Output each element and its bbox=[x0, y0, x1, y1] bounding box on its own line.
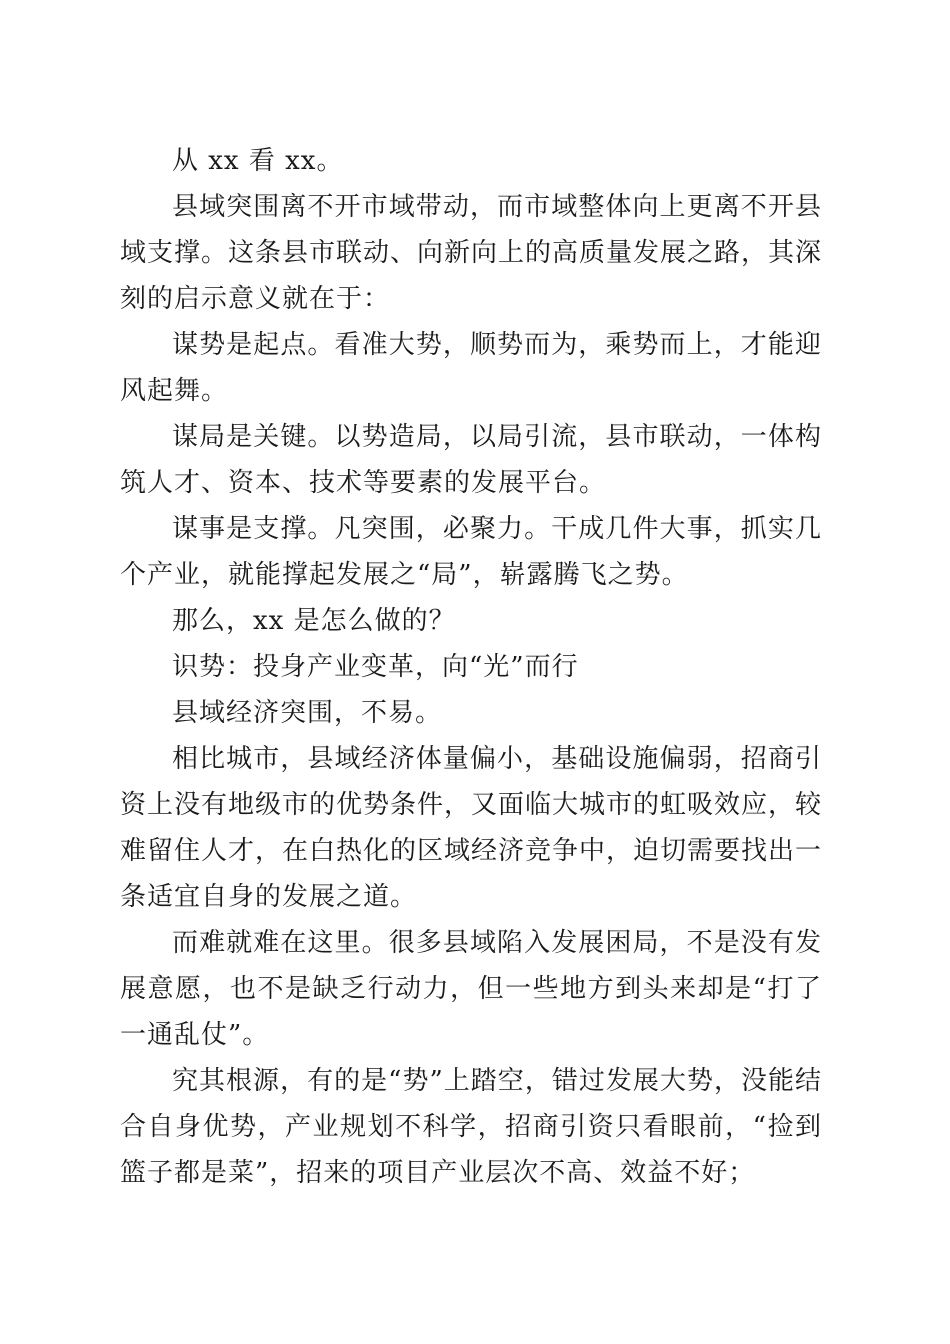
paragraph-6: 那么，xx 是怎么做的？ bbox=[172, 606, 456, 636]
paragraph-8: 县域经济突围，不易。 bbox=[172, 698, 443, 728]
paragraph-11: 究其根源，有的是“势”上踏空，错过发展大势，没能结合自身优势，产业规划不科学，招商引资只看眼前，“捡到篮子都是菜”，招来的项目产业层次不高、效益不好； bbox=[120, 1066, 822, 1188]
paragraph-9: 相比城市，县域经济体量偏小，基础设施偏弱，招商引资上没有地级市的优势条件，又面临大城市的虹吸效应，较难留住人才，在白热化的区域经济竞争中，迫切需要找出一条适宜自身的发展之道。 bbox=[120, 744, 823, 912]
section-heading: 识势：投身产业变革，向“光”而行 bbox=[172, 652, 579, 682]
paragraph-10: 而难就难在这里。很多县域陷入发展困局，不是没有发展意愿，也不是缺乏行动力，但一些地方到头来却是“打了一通乱仗”。 bbox=[120, 928, 822, 1050]
paragraph-1: 从 xx 看 xx。 bbox=[172, 146, 344, 176]
paragraph-5: 谋事是支撑。凡突围，必聚力。干成几件大事，抓实几个产业，就能撑起发展之“局”，崭露腾飞之势。 bbox=[120, 514, 822, 590]
document-body bbox=[120, 138, 822, 1196]
paragraph-4: 谋局是关键。以势造局，以局引流，县市联动，一体构筑人才、资本、技术等要素的发展平台。 bbox=[120, 422, 822, 498]
paragraph-2: 县域突围离不开市域带动，而市域整体向上更离不开县域支撑。这条县市联动、向新向上的高质量发展之路，其深刻的启示意义就在于： bbox=[120, 192, 823, 314]
paragraph-3: 谋势是起点。看准大势，顺势而为，乘势而上，才能迎风起舞。 bbox=[120, 330, 822, 406]
